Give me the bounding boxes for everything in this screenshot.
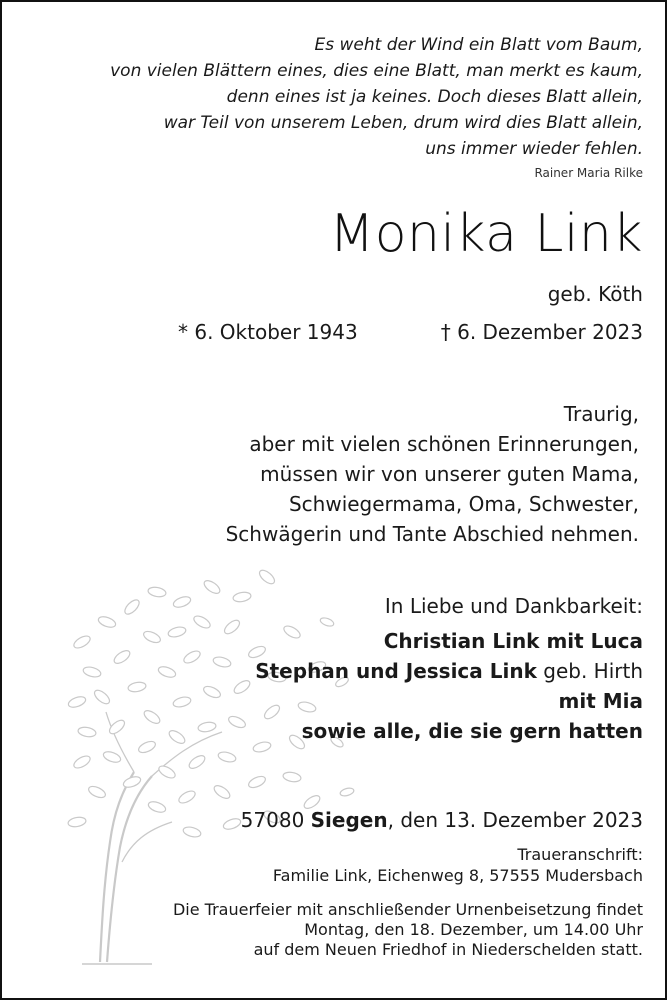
- mourner-name: Stephan und Jessica Link: [255, 659, 537, 683]
- mourning-line: Schwiegermama, Oma, Schwester,: [288, 492, 639, 516]
- mourner-maiden-name: geb. Hirth: [536, 659, 643, 683]
- poem-line: war Teil von unserem Leben, drum wird dies Blatt allein,: [163, 113, 643, 133]
- ceremony-line: Montag, den 18. Dezember, um 14.00 Uhr: [304, 920, 643, 939]
- poem-line: von vielen Blättern eines, dies eine Blatt, man merkt es kaum,: [110, 61, 643, 81]
- mourner-line: [255, 656, 643, 686]
- birth-date: * 6. Oktober 1943: [178, 320, 358, 344]
- ceremony-info: [173, 900, 643, 960]
- ceremony-line: auf dem Neuen Friedhof in Niederschelden statt.: [253, 940, 643, 959]
- notice-date: , den 13. Dezember 2023: [387, 808, 643, 832]
- mourner-line: mit Mia: [558, 689, 643, 713]
- zip-code: 57080: [240, 808, 311, 832]
- mourners-list: [255, 626, 643, 746]
- mourning-line: Traurig,: [563, 402, 639, 426]
- deceased-name: Monika Link: [329, 204, 643, 264]
- mourner-line: sowie alle, die sie gern hatten: [301, 719, 643, 743]
- place-date: [241, 808, 643, 832]
- death-date: † 6. Dezember 2023: [440, 320, 643, 344]
- mourning-line: aber mit vielen schönen Erinnerungen,: [249, 432, 639, 456]
- address-label: Traueranschrift:: [517, 845, 643, 864]
- poem-line: uns immer wieder fehlen.: [425, 139, 643, 159]
- city-name: Siegen: [310, 808, 388, 832]
- maiden-name: geb. Köth: [547, 282, 643, 306]
- ceremony-line: Die Trauerfeier mit anschließender Urnenbeisetzung findet: [172, 900, 643, 919]
- mourner-line: Christian Link mit Luca: [383, 629, 643, 653]
- poem-line: denn eines ist ja keines. Doch dieses Blatt allein,: [226, 87, 643, 107]
- poem: [23, 32, 643, 162]
- mourning-line: Schwägerin und Tante Abschied nehmen.: [225, 522, 639, 546]
- mourners-heading: In Liebe und Dankbarkeit:: [384, 594, 643, 618]
- mourning-address: Familie Link, Eichenweg 8, 57555 Mudersbach: [272, 866, 643, 885]
- mourning-line: müssen wir von unserer guten Mama,: [260, 462, 639, 486]
- poem-line: Es weht der Wind ein Blatt vom Baum,: [314, 35, 643, 55]
- poem-author: Rainer Maria Rilke: [534, 166, 643, 180]
- mourning-text: [226, 399, 639, 549]
